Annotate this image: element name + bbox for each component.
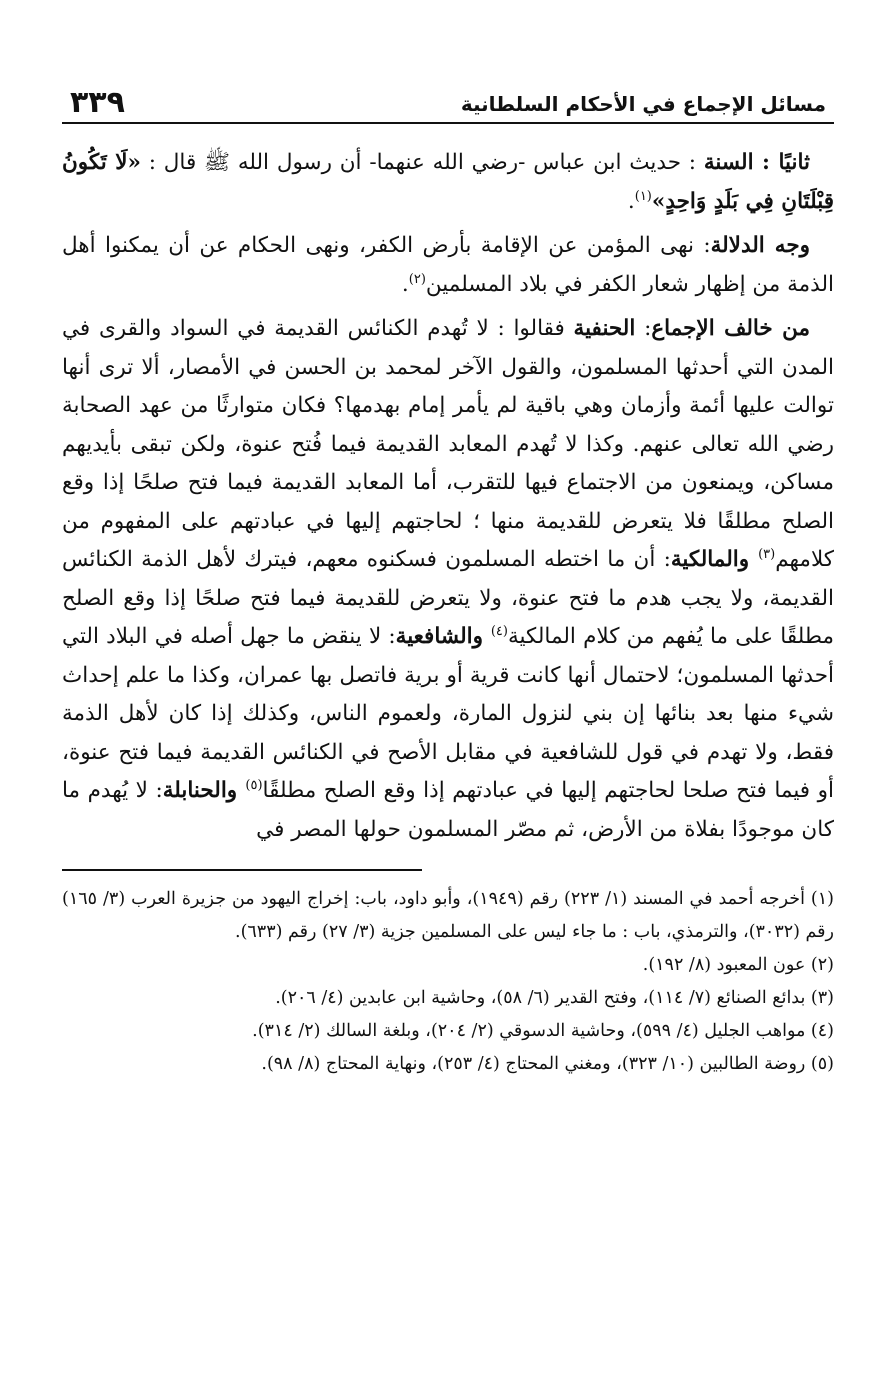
- keyword-hanbali: والحنابلة: [162, 778, 246, 803]
- footnote-3: (٣) بدائع الصنائع (٧/ ١١٤)، وفتح القدير (٦/ ٥٨)، وحاشية ابن عابدين (٤/ ٢٠٦).: [275, 988, 834, 1008]
- footnote-4: (٤) مواهب الجليل (٤/ ٥٩٩)، وحاشية الدسوقي (٢/ ٢٠٤)، وبلغة السالك (٢/ ٣١٤).: [252, 1021, 834, 1041]
- paragraph-end: .: [401, 271, 409, 297]
- footnote-2: (٢) عون المعبود (٨/ ١٩٢).: [642, 955, 834, 975]
- paragraph-text: : أن ما اختطه المسلمون فسكنوه معهم، فيترك لأهل الذمة الكنائس القديمة، ولا يجب هدم ما فتح عنوة، ولا يتعرض للقديمة فيما فتح صلحًا إذا وقع الصلح مطلقًا على ما يُفهم من كلام المالكية: [62, 547, 834, 649]
- keyword-sunnah: السنة: [703, 150, 754, 175]
- book-page: [62, 70, 834, 1370]
- paragraph-text: : حديث ابن عباس -رضي الله عنهما- أن رسول الله ﷺ قال :: [140, 150, 704, 175]
- paragraph-sunnah: [62, 144, 834, 221]
- paragraph-end: .: [627, 188, 635, 214]
- footnote-ref-3[interactable]: (٣): [758, 546, 776, 562]
- running-title: مسائل الإجماع في الأحكام السلطانية: [460, 92, 826, 116]
- footnote-ref-1[interactable]: (١): [634, 188, 652, 204]
- section-lead: ثانيًا :: [753, 150, 811, 175]
- footnote-ref-5[interactable]: (٥): [245, 777, 263, 793]
- keyword-maliki: والمالكية: [670, 547, 759, 572]
- paragraph-text: فقالوا : لا تُهدم الكنائس القديمة في السواد والقرى في المدن التي أحدثها المسلمون، والقول الآخر لمحمد بن الحسن في الأمصار، ألا ترى أنها توالت عليها أئمة وأزمان وهي باقية لم يأمر إمام بهدمها؟ فكان متوارثًا من عهد الصحابة رضي الله تعالى عنهم. وكذا لا تُهدم المعابد القديمة فيما فُتح عنوة، ولكن تبقى بأيديهم مساكن، ويمنعون من الاجتماع فيها للتقرب، أما المعابد القديمة فيما فتح صلحًا إذا وقع الصلح مطلقًا فلا يتعرض للقديمة منها ؛ لحاجتهم إليها في عبادتهم على المفهوم من كلامهم: [62, 316, 835, 572]
- footnote-5: (٥) روضة الطالبين (١٠/ ٣٢٣)، ومغني المحتاج (٤/ ٢٥٣)، ونهاية المحتاج (٨/ ٩٨).: [261, 1054, 834, 1074]
- footnote-ref-4[interactable]: (٤): [490, 623, 508, 639]
- main-text: [62, 144, 834, 849]
- keyword-evidence: وجه الدلالة: [710, 233, 810, 258]
- page-header: [62, 70, 834, 124]
- keyword-dissent: من خالف الإجماع: [651, 316, 811, 341]
- keyword-hanafi: الحنفية: [573, 316, 636, 341]
- page-number: ٣٣٩: [70, 85, 125, 120]
- keyword-shafii: والشافعية: [395, 624, 491, 649]
- paragraph-text: : نهى المؤمن عن الإقامة بأرض الكفر، ونهى الحكام عن أن يمكنوا أهل الذمة من إظهار شعار الكفر في بلاد المسلمين: [62, 233, 834, 297]
- hadith-quote: «لَا تَكُونُ قِبْلَتَانِ فِي بَلَدٍ وَاحِدٍ»: [62, 150, 834, 214]
- footnote-1: (١) أخرجه أحمد في المسند (١/ ٢٢٣) رقم (١٩٤٩)، وأبو داود، باب: إخراج اليهود من جزيرة العرب (٣/ ١٦٥) رقم (٣٠٣٢)، والترمذي، باب : ما جاء ليس على المسلمين جزية (٣/ ٢٧) رقم (٦٣٣).: [62, 889, 834, 942]
- paragraph-text: :: [635, 316, 652, 341]
- paragraph-text: : لا ينقض ما جهل أصله في البلاد التي أحدثها المسلمون؛ لاحتمال أنها كانت قرية أو برية فاتصل بها عمران، وكذا ما علم إحداث شيء منها بعد بنائها إن بني لنزول المارة، ولعموم الناس، وكذلك إذا كان لأهل الذمة فقط، ولا تهدم في قول للشافعية في مقابل الأصح في الكنائس القديمة فيما فتح عنوة، أو فيما فتح صلحا لحاجتهم إليها في عبادتهم إذا وقع الصلح مطلقًا: [62, 624, 834, 803]
- paragraph-evidence: [62, 227, 834, 304]
- footnote-divider: [62, 869, 422, 871]
- footnote-ref-2[interactable]: (٢): [408, 271, 426, 287]
- paragraph-text: : لا يُهدم ما كان موجودًا بفلاة من الأرض، ثم مصّر المسلمون حولها المصر في: [62, 778, 834, 842]
- paragraph-dissent: [62, 310, 834, 849]
- footnotes: [62, 883, 834, 1081]
